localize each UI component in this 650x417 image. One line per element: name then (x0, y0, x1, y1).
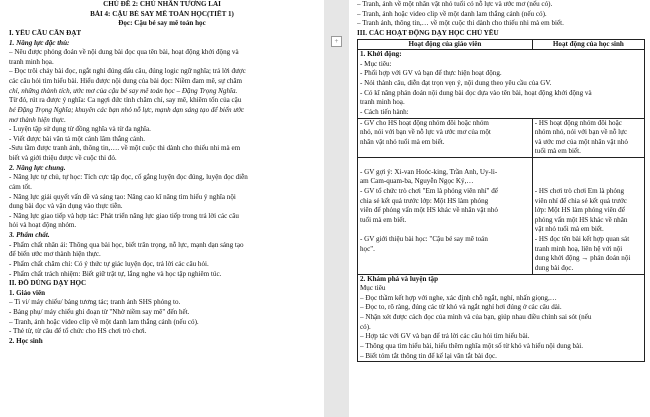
activity-table (357, 39, 645, 363)
cell-line: - Nói thành câu, diễn đạt trọn vẹn ý, nội dung theo yêu cầu của GV. (360, 79, 552, 87)
cell-line: tranh minh hoạ, liên hệ với nội (534, 244, 623, 253)
cell-line: – Biết tóm tắt thông tin để kể lại văn tắt bài đọc. (360, 351, 497, 360)
left-page (0, 0, 324, 417)
cell-line: chia sẻ kết quả trước lớp: Một HS làm phóng (360, 196, 489, 205)
text-line: - Luyện tập sử dụng từ đồng nghĩa và từ đa nghĩa. (9, 125, 151, 134)
text-line: – Tranh ảnh, thông tin,… về một cuộc thi dành cho thiếu nhi mà em biết. (357, 19, 564, 28)
text-line: - Năng lực giao tiếp và hợp tác: Phát triển năng lực giao tiếp trong trả lời các câu (9, 211, 239, 220)
text-line: – Ti vi/ máy chiếu/ bảng tương tác; tranh ảnh SHS phóng to. (9, 298, 181, 307)
page-gap (324, 0, 349, 417)
cell-line: vật nhỏ tuổi mà em biết. (534, 225, 604, 234)
cell-line: am Cam-quam-ba, Nguyễn Ngọc Ký,… (360, 177, 474, 186)
text-line: BÀI 4: CẬU BÉ SAY MÊ TOÁN HỌC(TIẾT 1) (90, 9, 234, 18)
text-line: Từ đó, rút ra được ý nghĩa: Ca ngợi đức tính chăm chỉ, say mê, khiêm tốn của cậu (9, 96, 242, 105)
text-line: - Phẩm chất trách nhiệm: Biết giữ trật tự, lắng nghe và học tập nghiêm túc. (9, 269, 222, 278)
section-warmup-title: 1. Khởi động: (360, 50, 402, 59)
cell-line (360, 225, 530, 235)
text-line: I. YÊU CẦU CẦN ĐẠT (9, 28, 82, 37)
text-line: để biến ước mơ thành hiện thực. (9, 250, 101, 259)
cell-line: - HS hoạt động nhóm đôi hoặc (534, 118, 622, 127)
text-line: hỏi và hoạt động nhóm. (9, 221, 77, 230)
cell-line: - GV tổ chức trò chơi "Em là phóng viên nhí" để (360, 186, 498, 195)
cell-line: - Mục tiêu: (360, 59, 392, 68)
cell-line: – Hợp tác với GV và bạn để trả lời các câu hỏi tìm hiểu bài. (360, 332, 530, 341)
row2-teacher (358, 158, 533, 275)
text-line: chỉ, những thành tích, ước mơ của cậu bé say mê toán học – Đặng Trọng Nghĩa. (9, 86, 238, 95)
cell-line: nhân vật nhỏ tuổi mà em biết. (360, 137, 445, 146)
cell-line: - GV gợi ý: Xi-van Hoóc-king, Trần Anh, Uy-li- (360, 167, 498, 176)
left-page-text (9, 0, 315, 347)
text-line: III. CÁC HOẠT ĐỘNG DẠY HỌC CHỦ YẾU (357, 28, 499, 37)
cell-line: - HS đọc tên bài kết hợp quan sát (534, 235, 630, 243)
cell-line (535, 168, 642, 178)
text-line: mơ thành hiện thực. (9, 115, 66, 124)
text-line: bé Đặng Trọng Nghĩa; khuyên các bạn nhỏ nỗ lực, mạnh dạn sáng tạo để biến ước (9, 105, 245, 114)
text-line: 1. Năng lực đặc thù: (9, 38, 70, 47)
cell-line: tuổi mà em biết. (360, 215, 407, 224)
cell-line: – Đọc thầm kết hợp với nghe, xác định chỗ ngắt, nghỉ, nhấn giọng,… (360, 293, 557, 302)
cell-line: viên để phỏng vấn một HS khác về nhân vật nhỏ (360, 206, 498, 215)
row1-student (532, 118, 644, 158)
cell-line: - Cách tiến hành: (360, 107, 409, 116)
text-line: CHỦ ĐỀ 2: CHỦ NHÂN TƯƠNG LAI (103, 0, 221, 8)
text-line: biết và giới thiệu được về cuộc thi đó. (9, 154, 117, 162)
text-line: – Tranh, ảnh về một nhân vật nhỏ tuổi có nỗ lực và ước mơ (nếu có). (357, 0, 553, 8)
cell-line: dung khởi động → phán đoán nội (534, 254, 631, 263)
text-line: – Tranh, ảnh hoặc video clip về một danh lam thắng cảnh (nếu có). (357, 9, 547, 18)
cell-line (360, 158, 530, 168)
text-line: Đọc: Cậu bé say mê toán học (118, 19, 206, 28)
cell-line: - Có kĩ năng phán đoán nội dung bài đọc dựa vào tên bài, hoạt động khởi động và (360, 88, 592, 97)
text-line: - Viết được bài văn tả một cảnh lâm thắng cảnh. (9, 134, 146, 143)
text-line: 2. Học sinh (9, 336, 43, 345)
right-page (349, 0, 650, 417)
text-line: - Phẩm chất chăm chỉ: Có ý thức tự giác luyện đọc, trả lời các câu hỏi. (9, 259, 209, 268)
cell-line: dung bài đọc. (534, 263, 574, 272)
text-line: các câu hỏi tìm hiểu bài. Hiểu được nội dung của bài đọc: Niềm đam mê, sự chăm (9, 77, 243, 85)
text-line: 2. Năng lực chung. (9, 163, 66, 172)
text-line: dung bài đọc và vận dụng vào thực tiễn. (9, 202, 123, 211)
cell-line: lớp: Một HS làm phóng viên để (534, 206, 625, 215)
cell-line (535, 158, 642, 168)
cell-line: - GV giới thiệu bài học: "Cậu bé say mê toán (360, 235, 488, 243)
text-line: - Năng lực tự chủ, tự học: Tích cực tập đọc, cố gắng luyện đọc đúng, luyện đọc diễn (9, 173, 248, 182)
row1-teacher (358, 118, 533, 158)
text-line: – Tranh, ảnh hoặc video clip về một danh lam thắng cảnh (nếu có). (9, 317, 199, 326)
text-line: tranh minh họa. (9, 57, 54, 66)
cell-line: có). (360, 322, 371, 331)
cell-line: - Phối hợp với GV và bạn để thực hiện hoạt động. (360, 69, 502, 78)
cell-line: – Đọc to, rõ ràng, đúng các từ khó và ngắt nghỉ hơi đúng ở các câu dài. (360, 303, 562, 312)
cell-line: nhỏ, nói với bạn về nỗ lực và ước mơ của một (360, 128, 491, 137)
cell-line: học". (360, 244, 375, 253)
text-line: -Sưu tầm được tranh ảnh, thông tin,…. về một cuộc thi dành cho thiếu nhi mà em (9, 144, 241, 153)
cell-line (535, 177, 642, 187)
text-line: – Đọc trôi chảy bài đọc, ngắt nghỉ đúng dấu câu, đúng logic ngữ nghĩa; trả lời được (9, 67, 246, 76)
cell-line: viên nhí để chia sẻ kết quả trước (534, 196, 627, 205)
right-page-text (357, 0, 645, 362)
section-warmup (358, 50, 645, 118)
cell-line: – Thông qua tìm hiểu bài, hiểu thêm nghĩa một số từ khó và hiểu nội dung bài. (360, 341, 583, 350)
text-line: II. ĐỒ DÙNG DẠY HỌC (9, 279, 87, 288)
section-explore-title: 2. Khám phá và luyện tập (360, 274, 439, 283)
cell-line: và ước mơ của một nhân vật nhỏ (534, 137, 628, 146)
text-line: - Bảng phụ/ máy chiếu ghi đoạn từ "Nhờ niềm say mê" đến hết. (9, 308, 190, 316)
cell-line: tranh minh hoạ. (360, 98, 405, 107)
cell-line: - GV cho HS hoạt động nhóm đôi hoặc nhóm (360, 118, 489, 127)
cell-line: nhóm nhỏ, nói với bạn về nỗ lực (534, 128, 628, 137)
cell-line: – Nhận xét được cách đọc của mình và của bạn, giúp nhau điều chỉnh sai sót (nếu (360, 313, 592, 321)
add-page-icon[interactable]: + (331, 36, 342, 47)
text-line: 3. Phẩm chất. (9, 231, 50, 239)
text-line: cảm tốt. (9, 182, 32, 191)
text-line: – Nêu được phỏng đoán về nội dung bài đọc qua tên bài, hoạt động khởi động và (9, 48, 239, 57)
cell-line: tuổi mà em biết. (534, 147, 581, 156)
right-page-top (357, 0, 645, 39)
cell-line: phỏng vấn một HS khác về nhân (534, 215, 628, 224)
cell-line: - HS chơi trò chơi Em là phóng (534, 186, 625, 195)
header-student: Hoạt động của học sinh (532, 39, 644, 50)
text-line: - Phẩm chất nhân ái: Thông qua bài học, biết trân trọng, nỗ lực, mạnh dạn sáng tạo (9, 240, 244, 249)
text-line: - Năng lực giải quyết vấn đề và sáng tạo: Nâng cao kĩ năng tìm hiểu ý nghĩa nội (9, 192, 236, 201)
text-line: - Thẻ từ, từ câu để tổ chức cho HS chơi trò chơi. (9, 327, 147, 336)
text-line: 1. Giáo viên (9, 288, 46, 297)
header-teacher: Hoạt động của giáo viên (358, 39, 533, 50)
cell-line: Mục tiêu (360, 284, 386, 293)
row2-student (532, 158, 644, 275)
section-explore (358, 274, 645, 362)
